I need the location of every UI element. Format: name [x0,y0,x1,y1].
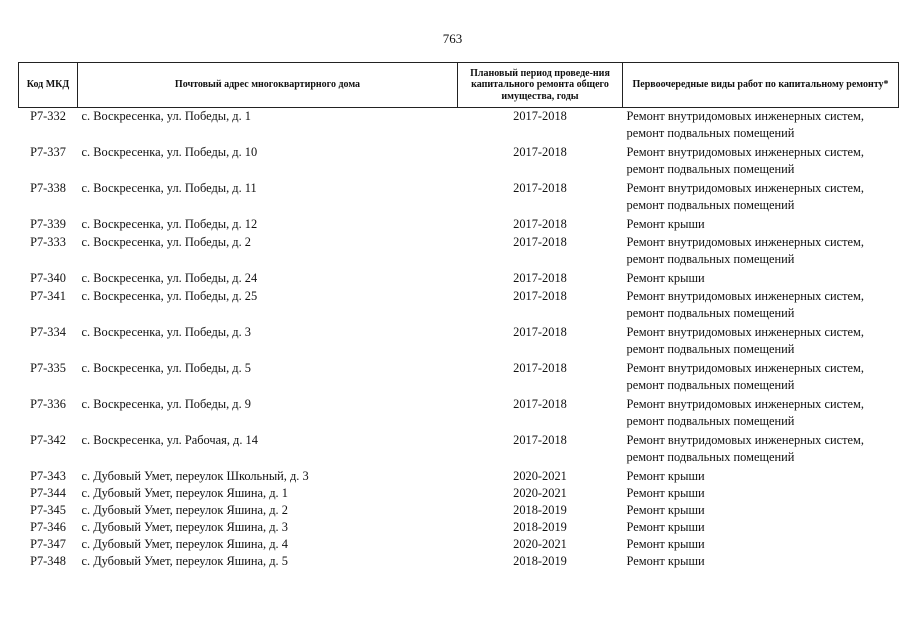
cell-address: с. Дубовый Умет, переулок Яшина, д. 1 [81,486,288,500]
cell-address: с. Дубовый Умет, переулок Яшина, д. 3 [81,520,288,534]
cell-period: 2017-2018 [513,397,567,411]
header-period: Плановый период проведе-ния капитального ремонта общего имущества, годы [458,63,623,108]
cell-address: с. Воскресенка, ул. Победы, д. 3 [81,325,251,339]
cell-works: Ремонт крыши [626,503,705,517]
cell-period: 2017-2018 [513,145,567,159]
cell-address: с. Воскресенка, ул. Победы, д. 10 [81,145,258,159]
cell-period: 2018-2019 [513,554,567,568]
cell-address: с. Дубовый Умет, переулок Яшина, д. 2 [81,503,288,517]
cell-works: Ремонт внутридомовых инженерных систем, ремонт подвальных помещений [626,181,864,212]
cell-works: Ремонт внутридомовых инженерных систем, ремонт подвальных помещений [626,109,864,140]
cell-address: с. Воскресенка, ул. Победы, д. 1 [81,109,251,123]
cell-works: Ремонт крыши [626,537,705,551]
table-row [19,502,899,519]
table-row [19,468,899,485]
table-row [19,108,899,145]
cell-period: 2017-2018 [513,289,567,303]
table-row [19,485,899,502]
header-code: Код МКД [19,63,78,108]
cell-address: с. Воскресенка, ул. Победы, д. 2 [81,235,251,249]
cell-period: 2020-2021 [513,469,567,483]
cell-address: с. Дубовый Умет, переулок Школьный, д. 3 [81,469,309,483]
cell-code: Р7-335 [30,361,66,375]
cell-code: Р7-334 [30,325,66,339]
cell-period: 2017-2018 [513,361,567,375]
table-row [19,536,899,553]
table-row [19,432,899,468]
cell-address: с. Воскресенка, ул. Рабочая, д. 14 [81,433,258,447]
cell-works: Ремонт внутридомовых инженерных систем, ремонт подвальных помещений [626,235,864,266]
cell-period: 2017-2018 [513,181,567,195]
cell-works: Ремонт крыши [626,554,705,568]
cell-code: Р7-343 [30,469,66,483]
cell-code: Р7-340 [30,271,66,285]
table-header [19,63,899,108]
cell-code: Р7-341 [30,289,66,303]
cell-address: с. Воскресенка, ул. Победы, д. 11 [81,181,257,195]
cell-period: 2017-2018 [513,109,567,123]
cell-address: с. Воскресенка, ул. Победы, д. 5 [81,361,251,375]
cell-period: 2017-2018 [513,433,567,447]
cell-code: Р7-332 [30,109,66,123]
cell-code: Р7-344 [30,486,66,500]
table-row [19,324,899,360]
cell-address: с. Воскресенка, ул. Победы, д. 25 [81,289,258,303]
table-row [19,553,899,570]
cell-period: 2017-2018 [513,235,567,249]
table-row [19,270,899,288]
cell-works: Ремонт крыши [626,469,705,483]
cell-period: 2017-2018 [513,217,567,231]
table-body [19,108,899,571]
repair-schedule-table [18,62,899,570]
cell-works: Ремонт внутридомовых инженерных систем, ремонт подвальных помещений [626,145,864,176]
cell-works: Ремонт внутридомовых инженерных систем, ремонт подвальных помещений [626,361,864,392]
cell-code: Р7-333 [30,235,66,249]
cell-works: Ремонт внутридомовых инженерных систем, ремонт подвальных помещений [626,433,864,464]
table-row [19,144,899,180]
cell-code: Р7-338 [30,181,66,195]
cell-period: 2018-2019 [513,503,567,517]
cell-works: Ремонт крыши [626,520,705,534]
table-row [19,396,899,432]
cell-address: с. Дубовый Умет, переулок Яшина, д. 5 [81,554,288,568]
cell-period: 2017-2018 [513,271,567,285]
cell-works: Ремонт внутридомовых инженерных систем, ремонт подвальных помещений [626,289,864,320]
table-row [19,180,899,216]
table-row [19,519,899,536]
cell-address: с. Воскресенка, ул. Победы, д. 24 [81,271,258,285]
cell-works: Ремонт внутридомовых инженерных систем, ремонт подвальных помещений [626,397,864,428]
cell-code: Р7-336 [30,397,66,411]
cell-works: Ремонт крыши [626,486,705,500]
header-address: Почтовый адрес многоквартирного дома [78,63,458,108]
cell-period: 2017-2018 [513,325,567,339]
cell-address: с. Воскресенка, ул. Победы, д. 9 [81,397,251,411]
cell-address: с. Воскресенка, ул. Победы, д. 12 [81,217,258,231]
table-row [19,234,899,270]
cell-period: 2020-2021 [513,486,567,500]
cell-code: Р7-342 [30,433,66,447]
cell-code: Р7-339 [30,217,66,231]
cell-works: Ремонт крыши [626,217,705,231]
table-row [19,360,899,396]
cell-works: Ремонт внутридомовых инженерных систем, ремонт подвальных помещений [626,325,864,356]
header-works: Первоочередные виды работ по капитальному ремонту* [623,63,899,108]
cell-code: Р7-345 [30,503,66,517]
table-row [19,288,899,324]
cell-period: 2018-2019 [513,520,567,534]
cell-code: Р7-337 [30,145,66,159]
cell-code: Р7-348 [30,554,66,568]
page-number: 763 [442,31,463,46]
cell-code: Р7-347 [30,537,66,551]
cell-period: 2020-2021 [513,537,567,551]
cell-address: с. Дубовый Умет, переулок Яшина, д. 4 [81,537,288,551]
table-row [19,216,899,234]
cell-works: Ремонт крыши [626,271,705,285]
cell-code: Р7-346 [30,520,66,534]
